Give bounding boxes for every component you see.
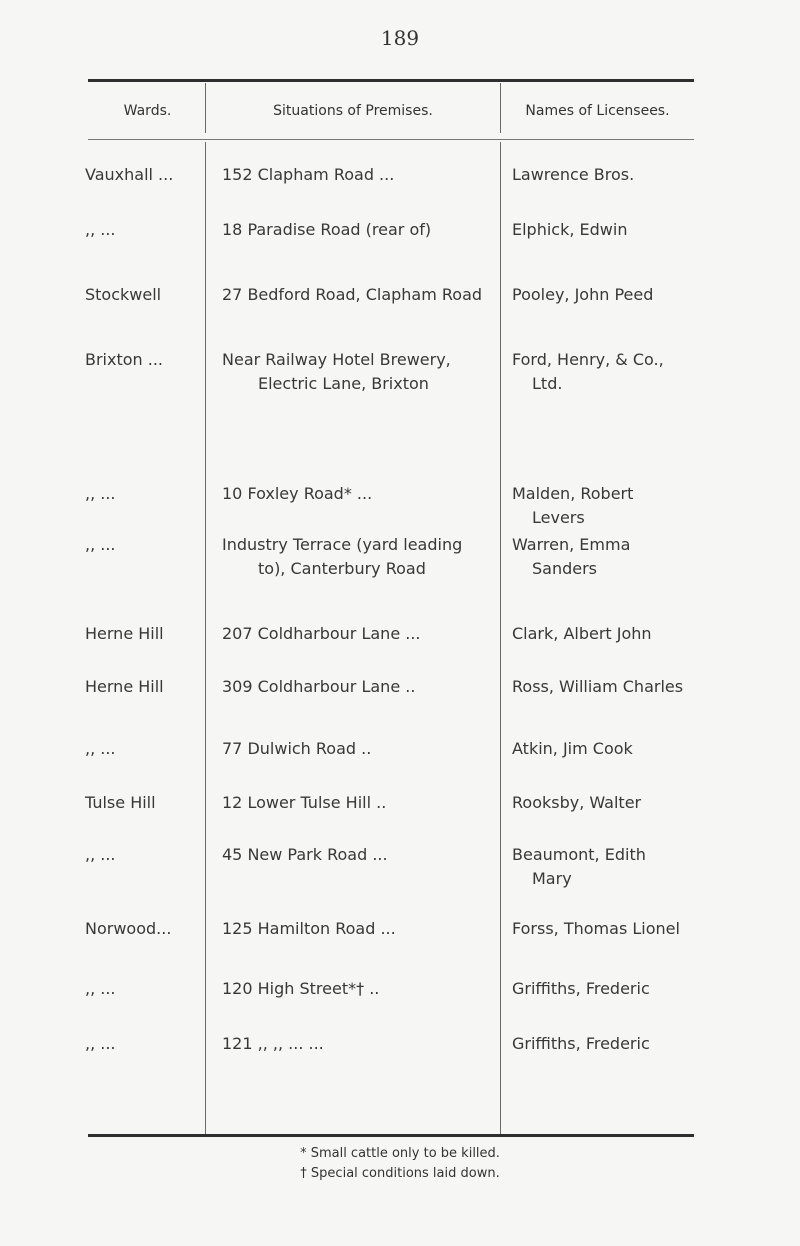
licensee-cell: Malden, Robert Levers	[512, 484, 634, 527]
column-divider-1	[205, 142, 206, 1134]
ward-cell: Vauxhall ...	[85, 165, 174, 184]
header-situations: Situations of Premises.	[273, 103, 433, 119]
licensee-cell: Ford, Henry, & Co., Ltd.	[512, 350, 664, 393]
situation-cell: 45 New Park Road ...	[222, 845, 388, 864]
header-wards: Wards.	[123, 103, 172, 119]
footnotes	[0, 1144, 800, 1184]
situation-cell: 152 Clapham Road ...	[222, 165, 395, 184]
situation-cell: 120 High Street*† ..	[222, 979, 380, 998]
situation-cell: 207 Coldharbour Lane ...	[222, 624, 421, 643]
page-number: 189	[380, 26, 420, 50]
licensee-cell: Forss, Thomas Lionel	[512, 919, 680, 938]
licensee-cell: Griffiths, Frederic	[512, 979, 650, 998]
situation-cell: Industry Terrace (yard leading to), Canterbury Road	[222, 535, 463, 578]
ward-cell: Herne Hill	[85, 624, 164, 643]
ward-cell: ,, ...	[85, 739, 116, 758]
situation-cell: 309 Coldharbour Lane ..	[222, 677, 416, 696]
ward-cell: Stockwell	[85, 285, 162, 304]
ward-cell: ,, ...	[85, 535, 116, 554]
situation-cell: 18 Paradise Road (rear of)	[222, 220, 432, 239]
situation-cell: 10 Foxley Road* ...	[222, 484, 373, 503]
footnote-special-conditions: † Special conditions laid down.	[300, 1166, 500, 1181]
situation-cell: 27 Bedford Road, Clapham Road	[222, 285, 483, 304]
column-divider-2	[500, 142, 501, 1134]
footnote-small-cattle: * Small cattle only to be killed.	[300, 1146, 500, 1161]
situation-cell: 77 Dulwich Road ..	[222, 739, 372, 758]
situation-cell: 125 Hamilton Road ...	[222, 919, 396, 938]
ward-cell: Tulse Hill	[85, 793, 156, 812]
licensee-cell: Clark, Albert John	[512, 624, 652, 643]
licensee-cell: Griffiths, Frederic	[512, 1034, 650, 1053]
ward-cell: ,, ...	[85, 220, 116, 239]
licensee-cell: Ross, William Charles	[512, 677, 684, 696]
licensee-cell: Elphick, Edwin	[512, 220, 628, 239]
ward-cell: ,, ...	[85, 845, 116, 864]
bottom-rule	[88, 1134, 694, 1137]
licensee-cell: Lawrence Bros.	[512, 165, 635, 184]
licensee-cell: Warren, Emma Sanders	[512, 535, 631, 578]
ward-cell: ,, ...	[85, 1034, 116, 1053]
top-rule	[88, 79, 694, 82]
situation-cell: 121 ,, ,, ... ...	[222, 1034, 324, 1053]
ward-cell: ,, ...	[85, 484, 116, 503]
header-licensees: Names of Licensees.	[525, 103, 670, 119]
situation-cell: 12 Lower Tulse Hill ..	[222, 793, 387, 812]
licensee-cell: Pooley, John Peed	[512, 285, 654, 304]
ward-cell: Herne Hill	[85, 677, 164, 696]
header-rule	[88, 139, 694, 140]
licensee-cell: Beaumont, Edith Mary	[512, 845, 646, 888]
ward-cell: Norwood...	[85, 919, 172, 938]
situation-cell: Near Railway Hotel Brewery, Electric Lane, Brixton	[222, 350, 451, 393]
ward-cell: Brixton ...	[85, 350, 164, 369]
licensee-cell: Rooksby, Walter	[512, 793, 642, 812]
ward-cell: ,, ...	[85, 979, 116, 998]
licensee-cell: Atkin, Jim Cook	[512, 739, 633, 758]
